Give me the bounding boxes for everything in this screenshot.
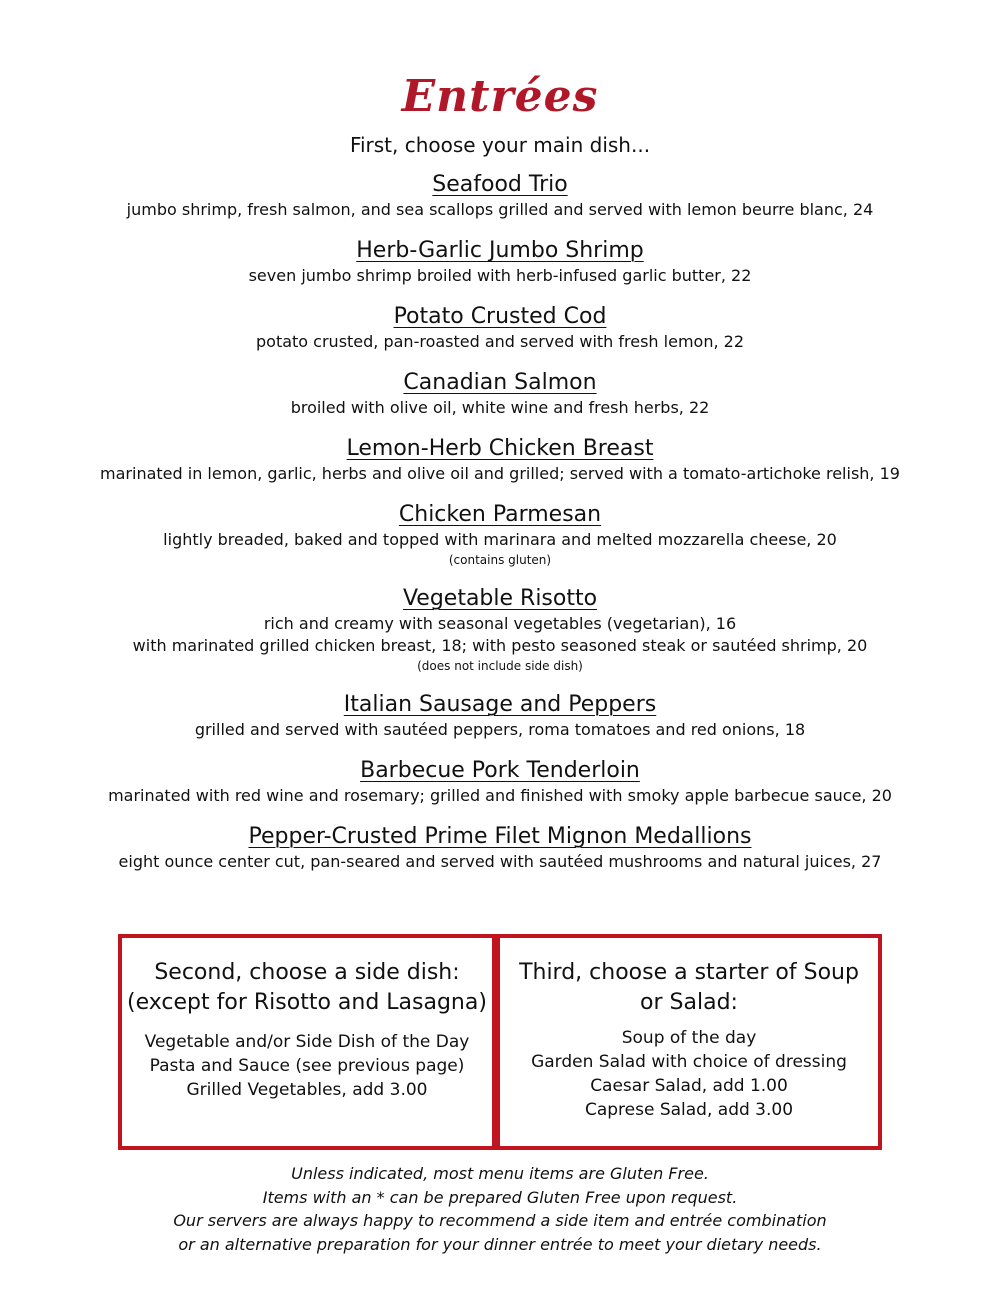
- page-title: Entrées: [401, 71, 599, 122]
- list-item: Caprese Salad, add 3.00: [584, 1100, 794, 1120]
- entree-item: [0, 369, 1000, 419]
- list-item: Grilled Vegetables, add 3.00: [186, 1080, 428, 1100]
- entree-description: marinated with red wine and rosemary; grilled and finished with smoky apple barbecue sauce, 20: [108, 786, 892, 805]
- entree-name: Lemon-Herb Chicken Breast: [346, 436, 654, 461]
- entree-item: [0, 303, 1000, 353]
- entree-description: marinated in lemon, garlic, herbs and olive oil and grilled; served with a tomato-artichoke relish, 19: [100, 464, 900, 483]
- entree-item: [0, 757, 1000, 807]
- entree-name: Canadian Salmon: [403, 370, 597, 395]
- side-dish-list: [122, 1030, 492, 1102]
- entree-name: Barbecue Pork Tenderloin: [360, 758, 640, 783]
- side-dish-heading-note: (except for Risotto and Lasagna): [127, 990, 487, 1015]
- entree-description: broiled with olive oil, white wine and fresh herbs, 22: [290, 398, 710, 417]
- list-item: Vegetable and/or Side Dish of the Day: [144, 1032, 470, 1052]
- entree-description: lightly breaded, baked and topped with marinara and melted mozzarella cheese, 20: [163, 530, 837, 549]
- entree-name: Vegetable Risotto: [402, 586, 598, 611]
- entree-note: (does not include side dish): [417, 659, 583, 673]
- starter-heading-cont: or Salad:: [640, 990, 738, 1015]
- entree-name: Chicken Parmesan: [398, 502, 602, 527]
- entree-description: grilled and served with sautéed peppers, roma tomatoes and red onions, 18: [194, 720, 806, 739]
- footer-line: Unless indicated, most menu items are Gluten Free.: [291, 1164, 709, 1183]
- entree-description: seven jumbo shrimp broiled with herb-infused garlic butter, 22: [248, 266, 752, 285]
- list-item: Garden Salad with choice of dressing: [531, 1052, 847, 1072]
- entree-name: Italian Sausage and Peppers: [343, 692, 657, 717]
- footer-line: Items with an * can be prepared Gluten Free upon request.: [262, 1187, 738, 1207]
- footer-notes: [0, 1162, 1000, 1256]
- entree-list: [0, 171, 1000, 889]
- entree-item: [0, 501, 1000, 569]
- starter-box: [496, 934, 882, 1150]
- entree-item: [0, 237, 1000, 287]
- intro-text: First, choose your main dish...: [349, 133, 651, 157]
- entree-description: with marinated grilled chicken breast, 18; with pesto seasoned steak or sautéed shrimp, 20: [132, 636, 868, 655]
- entree-description: potato crusted, pan-roasted and served with fresh lemon, 22: [256, 332, 744, 351]
- entree-description: rich and creamy with seasonal vegetables (vegetarian), 16: [263, 614, 737, 633]
- footer-line: or an alternative preparation for your dinner entrée to meet your dietary needs.: [178, 1234, 822, 1254]
- entree-item: [0, 691, 1000, 741]
- entree-name: Herb-Garlic Jumbo Shrimp: [356, 238, 644, 263]
- list-item: Pasta and Sauce (see previous page): [149, 1056, 465, 1076]
- footer-line: Our servers are always happy to recommend a side item and entrée combination: [173, 1211, 827, 1230]
- entree-name: Potato Crusted Cod: [393, 304, 607, 329]
- entree-item: [0, 585, 1000, 675]
- entree-description: jumbo shrimp, fresh salmon, and sea scallops grilled and served with lemon beurre blanc, 24: [126, 200, 874, 219]
- entree-item: [0, 171, 1000, 221]
- entree-item: [0, 435, 1000, 485]
- entree-item: [0, 823, 1000, 873]
- list-item: Soup of the day: [621, 1028, 757, 1048]
- side-dish-box: [118, 934, 496, 1150]
- entree-note: (contains gluten): [448, 553, 552, 567]
- starter-list: [500, 1026, 878, 1122]
- starter-heading: Third, choose a starter of Soup: [519, 960, 859, 985]
- list-item: Caesar Salad, add 1.00: [590, 1076, 788, 1096]
- entree-name: Seafood Trio: [432, 172, 568, 197]
- choice-boxes: [118, 934, 882, 1150]
- entree-description: eight ounce center cut, pan-seared and served with sautéed mushrooms and natural juices, 27: [118, 852, 882, 871]
- side-dish-heading: Second, choose a side dish:: [154, 960, 460, 985]
- entree-name: Pepper-Crusted Prime Filet Mignon Medallions: [248, 824, 752, 849]
